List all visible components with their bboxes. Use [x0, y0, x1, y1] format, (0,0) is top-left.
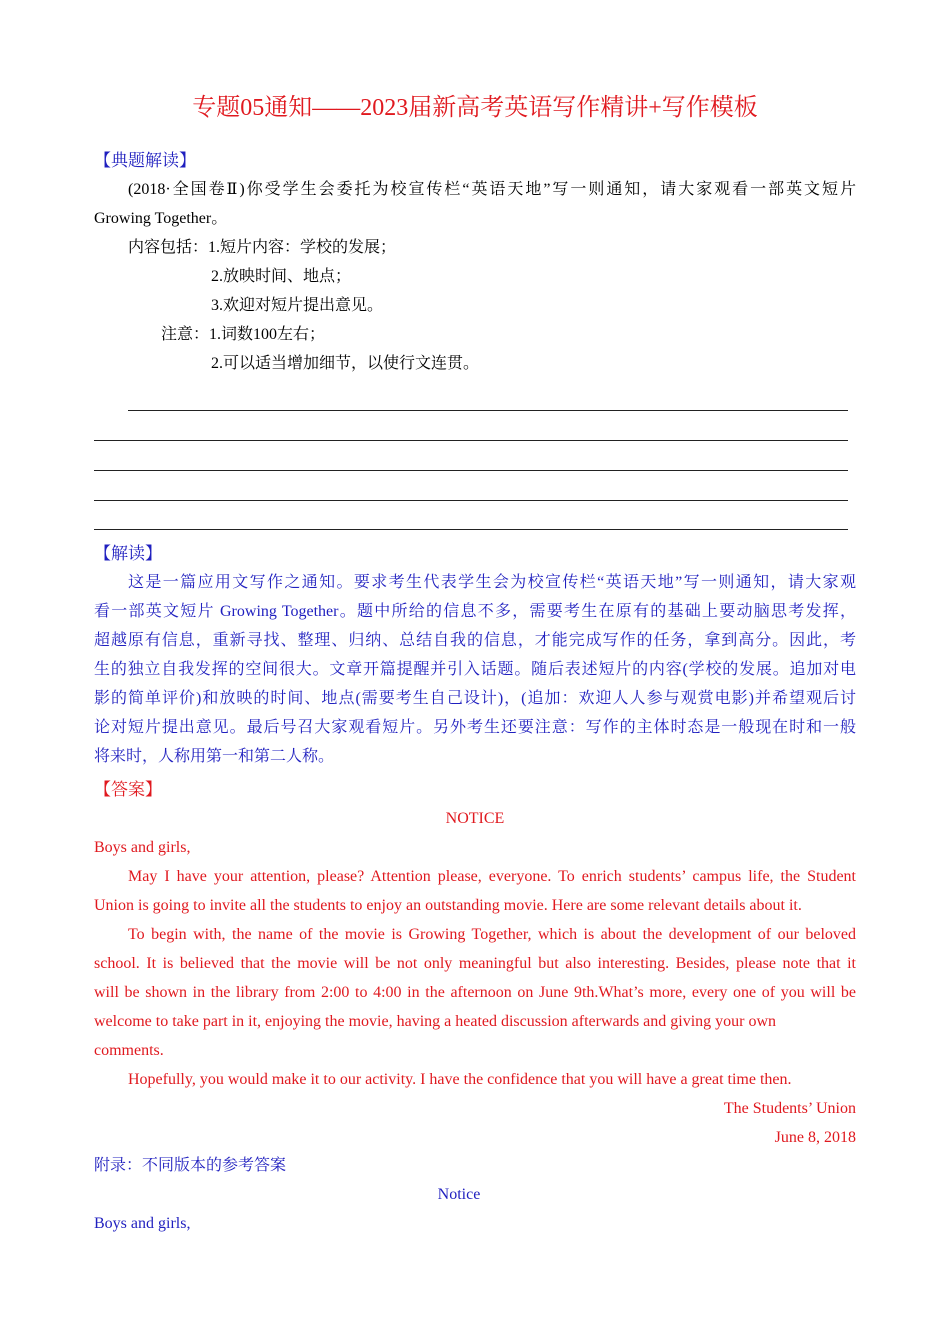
appendix-greeting: Boys and girls, [94, 1215, 191, 1232]
task-content-item-3: 3.欢迎对短片提出意见。 [211, 297, 384, 314]
answer-heading: 【答案】 [94, 780, 162, 799]
answer-rule-line [94, 529, 848, 530]
notice-greeting: Boys and girls, [94, 839, 191, 856]
task-content-item-2: 2.放映时间、地点； [211, 268, 352, 285]
notice-line: May I have your attention, please? Attention please, everyone. To enrich students’ campus life, the Student [128, 868, 856, 885]
answer-section [94, 775, 856, 1152]
notice-line: Hopefully, you would make it to our activity. I have the confidence that you will have a great time then. [128, 1071, 792, 1088]
notice-line: comments. [94, 1042, 164, 1059]
task-note-label: 注意：1.词数100左右； [161, 326, 326, 343]
notice-date: June 8, 2018 [774, 1129, 856, 1146]
analysis-line: 看一部英文短片 Growing Together。题中所给的信息不多，需要考生在原有的基础上要动脑思考发挥， [94, 603, 856, 620]
analysis-line: 将来时，人称用第一和第二人称。 [94, 748, 335, 765]
answer-rule-line [94, 470, 848, 471]
notice-signature: The Students’ Union [723, 1100, 856, 1117]
appendix-label: 附录：不同版本的参考答案 [94, 1157, 287, 1174]
analysis-line: 超越原有信息，重新寻找、整理、归纳、总结自我的信息，才能完成写作的任务，拿到高分。因此，考 [94, 632, 856, 649]
analysis-line: 生的独立自我发挥的空间很大。文章开篇提醒并引入话题。随后表述短片的内容(学校的发展。追加对电 [94, 661, 856, 678]
analysis-heading: 【解读】 [94, 544, 162, 563]
answer-rule-line [128, 410, 848, 411]
answer-rule-line [94, 500, 848, 501]
notice-title: NOTICE [445, 810, 505, 827]
task-heading: 【典题解读】 [94, 151, 196, 170]
answer-rule-line [94, 440, 848, 441]
analysis-line: 这是一篇应用文写作之通知。要求考生代表学生会为校宣传栏“英语天地”写一则通知，请大家观 [128, 574, 856, 591]
task-note-item-2: 2.可以适当增加细节，以使行文连贯。 [211, 355, 480, 372]
analysis-line: 论对短片提出意见。最后号召大家观看短片。另外考生还要注意：写作的主体时态是一般现在时和一般 [94, 719, 856, 736]
analysis-section [94, 539, 856, 771]
analysis-line: 影的简单评价)和放映的时间、地点(需要考生自己设计)，(追加：欢迎人人参与观赏电影)并希望观后讨 [94, 690, 856, 707]
task-content-label: 内容包括：1.短片内容：学校的发展； [128, 239, 397, 256]
appendix-notice-title: Notice [437, 1186, 481, 1203]
page-title: 专题05通知——2023届新高考英语写作精讲+写作模板 [192, 95, 758, 121]
appendix-section [94, 1151, 856, 1238]
task-prompt-line-1: (2018·全国卷Ⅱ)你受学生会委托为校宣传栏“英语天地”写一则通知，请大家观看一部英文短片 [128, 181, 856, 198]
notice-line: Union is going to invite all the students to enjoy an outstanding movie. Here are some relevant details about it. [94, 897, 802, 914]
notice-line: To begin with, the name of the movie is Growing Together, which is about the development of our beloved [128, 926, 856, 943]
notice-line: school. It is believed that the movie will be not only meaningful but also interesting. Besides, please note that it [94, 955, 856, 972]
notice-line: welcome to take part in it, enjoying the movie, having a heated discussion afterwards and giving your own [94, 1013, 777, 1030]
task-prompt-line-2: Growing Together。 [94, 210, 228, 227]
task-section [94, 146, 856, 378]
notice-line: will be shown in the library from 2:00 to 4:00 in the afternoon on June 9th.What’s more, every one of you will be [94, 984, 856, 1001]
